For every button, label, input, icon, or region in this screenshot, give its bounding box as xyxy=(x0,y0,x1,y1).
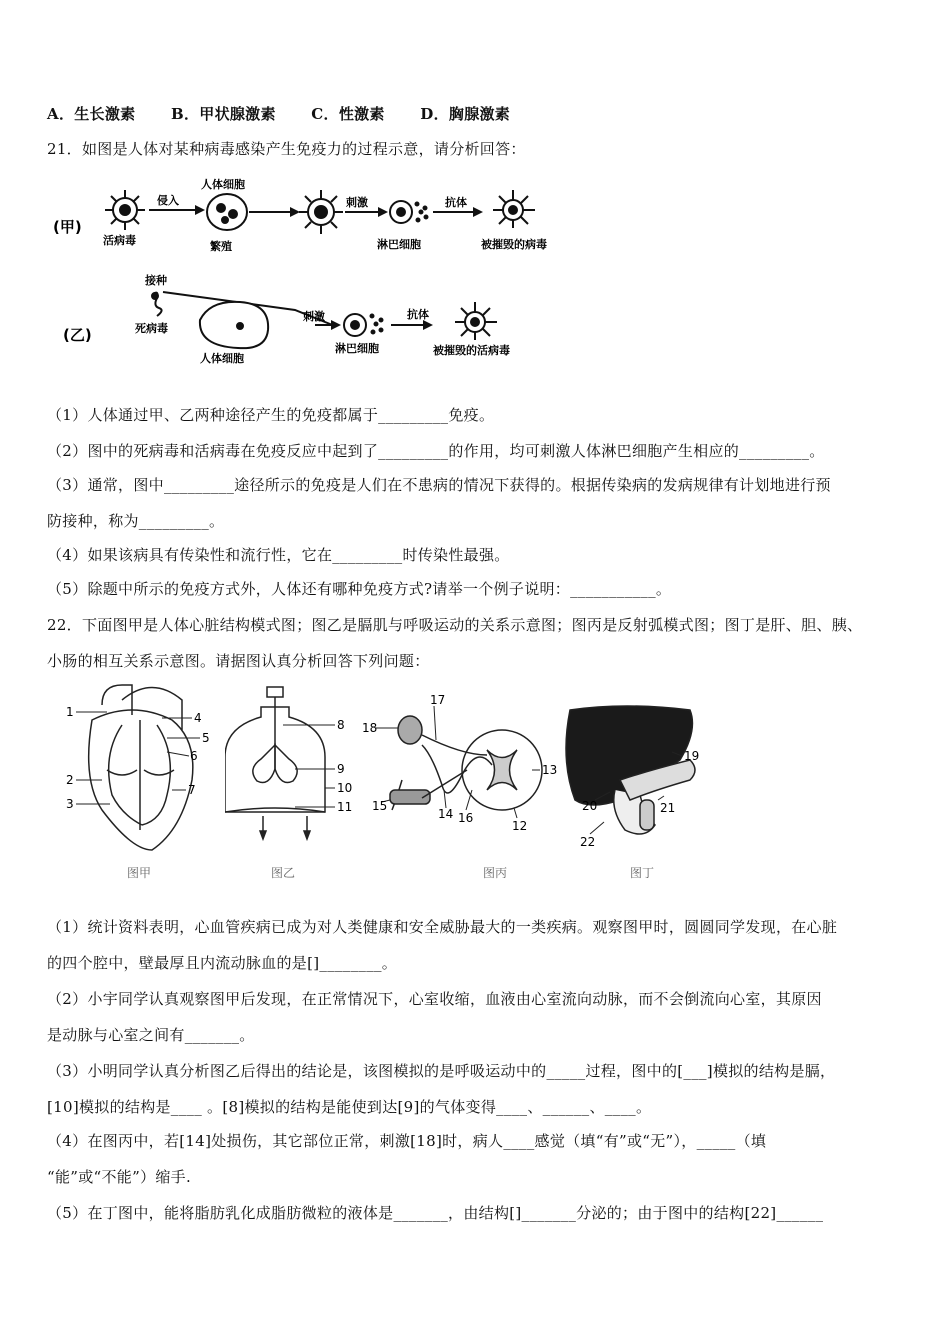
human-cell-top-label: 人体细胞 xyxy=(201,178,245,191)
invade-label: 侵入 xyxy=(157,194,179,207)
live-virus-label: 活病毒 xyxy=(103,234,136,247)
lymphocyte-b-icon xyxy=(344,314,383,336)
q21-item-2: （2）图中的死病毒和活病毒在免疫反应中起到了_________的作用，均可刺激人体淋巴细胞产生相应的_________。 xyxy=(47,442,825,460)
immunity-figure xyxy=(45,170,565,370)
heart-num-7: 7 xyxy=(188,783,196,797)
jar-num-10: 10 xyxy=(337,781,353,795)
q21-item-4: （4）如果该病具有传染性和流行性，它在_________时传染性最强。 xyxy=(47,546,510,564)
caption-ding: 图丁 xyxy=(630,866,655,880)
stimulate-a-label: 刺激 xyxy=(346,196,368,209)
heart-num-2: 2 xyxy=(66,773,74,787)
q20-options xyxy=(47,103,540,124)
q21-item-3-cont: 防接种，称为_________。 xyxy=(47,512,225,530)
reflex-arc-diagram xyxy=(362,690,562,840)
heart-num-3: 3 xyxy=(66,797,74,811)
live-virus-icon xyxy=(105,190,145,230)
arc-num-13: 13 xyxy=(542,763,558,777)
option-d[interactable]: D．胸腺激素 xyxy=(420,105,511,123)
arc-num-14: 14 xyxy=(438,807,454,821)
row-a-tag: (甲) xyxy=(53,218,82,236)
option-b[interactable]: B．甲状腺激素 xyxy=(170,105,276,123)
option-a[interactable]: A．生长激素 xyxy=(47,105,136,123)
heart-num-4: 4 xyxy=(194,711,202,725)
destroyed-virus-a-icon xyxy=(493,190,535,228)
caption-jia: 图甲 xyxy=(127,866,152,880)
liver-num-21: 21 xyxy=(660,801,676,815)
q22-item-4-cont: “能”或“不能”）缩手. xyxy=(47,1168,192,1186)
arc-num-18: 18 xyxy=(362,721,378,735)
caption-bing: 图丙 xyxy=(483,866,508,880)
jar-num-11: 11 xyxy=(337,800,353,814)
heart-num-5: 5 xyxy=(202,731,210,745)
q22-item-4: （4）在图丙中，若[14]处损伤，其它部位正常，刺激[18]时，病人____感觉（填“有”或“无”），_____（填 xyxy=(47,1132,767,1150)
q22-item-2: （2）小宇同学认真观察图甲后发现，在正常情况下，心室收缩，血液由心室流向动脉，而不会倒流向心室，其原因 xyxy=(47,990,822,1008)
liver-num-22: 22 xyxy=(580,835,596,849)
vaccinate-label: 接种 xyxy=(145,274,167,287)
virus-cluster-icon xyxy=(299,190,343,234)
antibody-b-label: 抗体 xyxy=(407,308,429,321)
q21-stem: 21．如图是人体对某种病毒感染产生免疫力的过程示意，请分析回答： xyxy=(47,140,526,158)
q21-item-1: （1）人体通过甲、乙两种途径产生的免疫都属于_________免疫。 xyxy=(47,406,495,424)
human-cell-b-icon xyxy=(200,302,268,348)
destroyed-virus-b-icon xyxy=(455,302,497,340)
arc-num-16: 16 xyxy=(458,811,474,825)
row-b-tag: (乙) xyxy=(63,326,92,344)
dead-virus-label: 死病毒 xyxy=(135,322,168,335)
destroyed-a-label: 被摧毁的病毒 xyxy=(481,238,547,251)
bell-jar-diagram xyxy=(225,685,365,845)
q22-stem-1: 22．下面图甲是人体心脏结构模式图；图乙是膈肌与呼吸运动的关系示意图；图丙是反射弧模式图；图丁是肝、胆、胰、 xyxy=(47,616,863,634)
q21-item-5: （5）除题中所示的免疫方式外，人体还有哪种免疫方式?请举一个例子说明：___________。 xyxy=(47,580,672,598)
caption-yi: 图乙 xyxy=(271,866,296,880)
dead-virus-icon xyxy=(152,293,162,316)
heart-diagram xyxy=(62,680,212,855)
arc-num-12: 12 xyxy=(512,819,528,833)
q22-item-5: （5）在丁图中，能将脂肪乳化成脂肪微粒的液体是_______，由结构[]_______分泌的；由于图中的结构[22]______ xyxy=(47,1204,824,1222)
q21-item-3: （3）通常，图中_________途径所示的免疫是人们在不患病的情况下获得的。根据传染病的发病规律有计划地进行预 xyxy=(47,476,831,494)
heart-num-6: 6 xyxy=(190,749,198,763)
heart-num-1: 1 xyxy=(66,705,74,719)
q22-item-1: （1）统计资料表明，心血管疾病已成为对人类健康和安全威胁最大的一类疾病。观察图甲时，圆圆同学发现，在心脏 xyxy=(47,918,838,936)
stimulate-b-label: 刺激 xyxy=(303,310,325,323)
arc-num-17: 17 xyxy=(430,693,446,707)
q22-item-2-cont: 是动脉与心室之间有_______。 xyxy=(47,1026,255,1044)
arc-num-15: 15 xyxy=(372,799,388,813)
infected-cell-icon xyxy=(207,194,247,230)
liver-num-20: 20 xyxy=(582,799,598,813)
q22-item-3: （3）小明同学认真分析图乙后得出的结论是，该图模拟的是呼吸运动中的_____过程，图中的[___]模拟的结构是膈， xyxy=(47,1062,836,1080)
q22-item-1-cont: 的四个腔中，壁最厚且内流动脉血的是[]________。 xyxy=(47,954,398,972)
lymph-b-label: 淋巴细胞 xyxy=(335,342,379,355)
jar-num-9: 9 xyxy=(337,762,345,776)
q22-stem-2: 小肠的相互关系示意图。请据图认真分析回答下列问题： xyxy=(47,652,430,670)
lymph-a-label: 淋巴细胞 xyxy=(377,238,421,251)
lymphocyte-a-icon xyxy=(390,201,428,223)
jar-num-8: 8 xyxy=(337,718,345,732)
option-c[interactable]: C．性激素 xyxy=(311,105,385,123)
q22-item-3-cont: [10]模拟的结构是____ 。[8]模拟的结构是能使到达[9]的气体变得____、______、____。 xyxy=(47,1098,652,1116)
antibody-a-label: 抗体 xyxy=(445,196,467,209)
human-cell-b-label: 人体细胞 xyxy=(200,352,244,365)
liver-num-19: 19 xyxy=(684,749,700,763)
destroyed-b-label: 被摧毁的活病毒 xyxy=(433,344,510,357)
liver-diagram xyxy=(560,700,700,850)
reproduce-label: 繁殖 xyxy=(210,240,232,253)
